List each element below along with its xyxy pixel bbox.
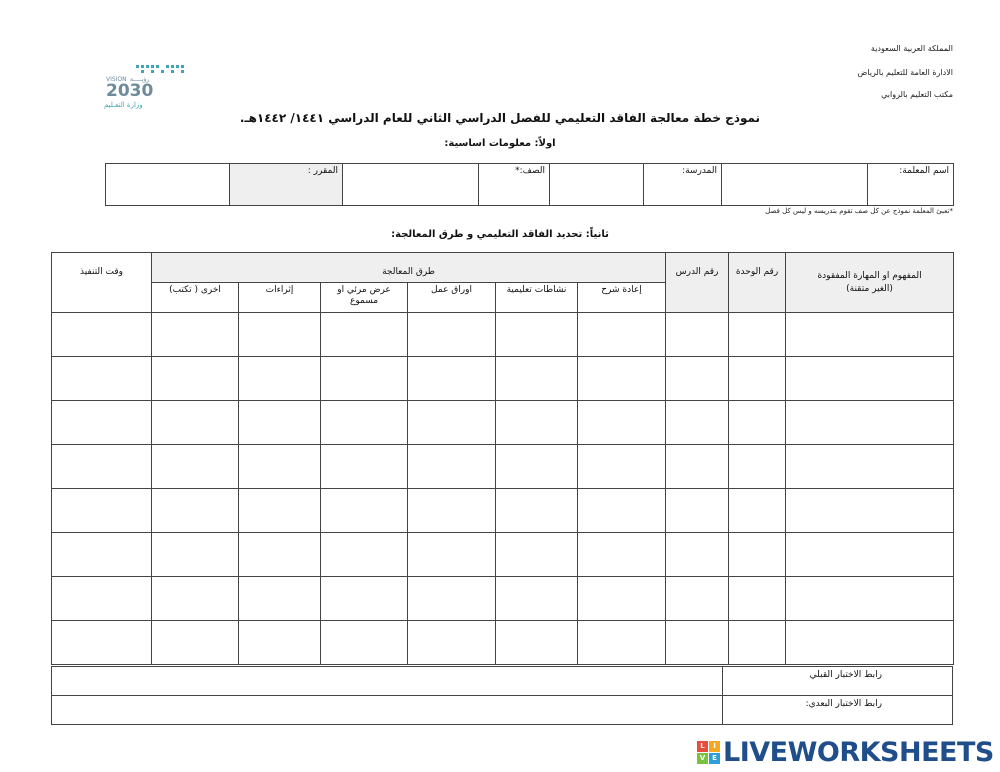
method-enrichment: إثراءات (239, 283, 321, 313)
table-cell[interactable] (786, 621, 954, 665)
table-cell[interactable] (666, 489, 729, 533)
logo-dots (136, 65, 184, 73)
table-cell[interactable] (52, 621, 152, 665)
lw-icon-letter: E (709, 753, 720, 764)
liveworksheets-icon (697, 741, 720, 764)
table-row (52, 401, 954, 445)
pre-test-link-field[interactable] (52, 667, 723, 696)
table-cell[interactable] (786, 577, 954, 621)
learning-loss-table (51, 252, 954, 665)
table-cell[interactable] (496, 357, 578, 401)
table-cell[interactable] (239, 445, 321, 489)
table-cell[interactable] (52, 533, 152, 577)
lw-icon-letter: V (697, 753, 708, 764)
table-cell[interactable] (239, 357, 321, 401)
table-cell[interactable] (408, 577, 496, 621)
table-cell[interactable] (496, 533, 578, 577)
table-cell[interactable] (786, 401, 954, 445)
method-other: اخرى ( تكتب) (152, 283, 239, 313)
table-cell[interactable] (321, 533, 408, 577)
pre-test-link-label: رابط الاختبار القبلي (723, 667, 953, 696)
table-cell[interactable] (152, 621, 239, 665)
table-cell[interactable] (408, 489, 496, 533)
table-row (52, 533, 954, 577)
logo-vision-label: VISION (106, 76, 127, 83)
table-cell[interactable] (786, 313, 954, 357)
col-lesson-header: رقم الدرس (666, 253, 729, 313)
test-links-table (51, 666, 953, 725)
grade-label: الصف:* (479, 164, 550, 206)
method-activities: نشاطات تعليمية (496, 283, 578, 313)
school-field[interactable] (550, 164, 644, 206)
header-kingdom: المملكة العربية السعودية (870, 44, 953, 53)
table-cell[interactable] (496, 313, 578, 357)
table-cell[interactable] (52, 401, 152, 445)
table-cell[interactable] (321, 577, 408, 621)
liveworksheets-logo (697, 737, 994, 767)
table-row (52, 489, 954, 533)
table-cell[interactable] (496, 621, 578, 665)
table-cell[interactable] (666, 621, 729, 665)
table-cell[interactable] (321, 445, 408, 489)
logo-vision-arabic: رؤيـــــة (130, 76, 150, 83)
course-field[interactable] (106, 164, 230, 206)
header-office: مكتب التعليم بالروابي (881, 90, 953, 99)
table-cell[interactable] (578, 313, 666, 357)
logo-year: 2030 (106, 81, 154, 101)
vision-2030-logo (100, 62, 190, 110)
table-row (52, 357, 954, 401)
col-concept-header (786, 253, 954, 313)
table-cell[interactable] (496, 445, 578, 489)
table-cell[interactable] (729, 401, 786, 445)
table-cell[interactable] (786, 489, 954, 533)
table-cell[interactable] (408, 401, 496, 445)
table-cell[interactable] (729, 445, 786, 489)
table-cell[interactable] (729, 489, 786, 533)
liveworksheets-wordmark: LIVEWORKSHEETS (723, 736, 994, 768)
table-cell[interactable] (578, 489, 666, 533)
page-title: نموذج خطة معالجة الفاقد التعليمي للفصل الدراسي الثاني للعام الدراسي ١٤٤١/ ١٤٤٢هـ. (239, 111, 761, 125)
table-cell[interactable] (578, 621, 666, 665)
col-unit-header: رقم الوحدة (729, 253, 786, 313)
table-cell[interactable] (578, 401, 666, 445)
teacher-name-field[interactable] (722, 164, 868, 206)
table-cell[interactable] (152, 313, 239, 357)
post-test-link-field[interactable] (52, 696, 723, 725)
col-methods-header: طرق المعالجة (152, 253, 666, 283)
table-cell[interactable] (666, 401, 729, 445)
table-row (52, 577, 954, 621)
table-cell[interactable] (321, 489, 408, 533)
table-cell[interactable] (729, 357, 786, 401)
method-media: عرض مرئي او مسموع (321, 283, 408, 313)
course-label: المقرر : (230, 164, 343, 206)
table-cell[interactable] (666, 533, 729, 577)
info-note: *تعبئ المعلمة نموذج عن كل صف تقوم بتدريسه و ليس كل فصل (765, 207, 953, 215)
table-cell[interactable] (408, 445, 496, 489)
col-concept-sublabel: (الغير متقنة) (846, 283, 893, 294)
table-cell[interactable] (666, 357, 729, 401)
table-row (52, 313, 954, 357)
basic-info-table (105, 163, 954, 206)
section-basic-info-title: اولاً: معلومات اساسية: (444, 138, 556, 149)
post-test-link-label: رابط الاختبار البعدي: (723, 696, 953, 725)
table-cell[interactable] (496, 577, 578, 621)
table-cell[interactable] (239, 621, 321, 665)
table-cell[interactable] (52, 445, 152, 489)
table-cell[interactable] (52, 489, 152, 533)
table-cell[interactable] (152, 445, 239, 489)
table-cell[interactable] (408, 313, 496, 357)
grade-field[interactable] (343, 164, 479, 206)
school-label: المدرسة: (644, 164, 722, 206)
table-cell[interactable] (152, 357, 239, 401)
table-cell[interactable] (52, 313, 152, 357)
table-cell[interactable] (666, 445, 729, 489)
table-header-row (52, 253, 954, 283)
table-cell[interactable] (666, 313, 729, 357)
table-cell[interactable] (321, 401, 408, 445)
table-cell[interactable] (496, 401, 578, 445)
table-cell[interactable] (729, 621, 786, 665)
table-cell[interactable] (786, 445, 954, 489)
table-cell[interactable] (578, 445, 666, 489)
table-cell[interactable] (239, 577, 321, 621)
table-cell[interactable] (786, 533, 954, 577)
table-cell[interactable] (729, 533, 786, 577)
teacher-name-label: اسم المعلمة: (868, 164, 954, 206)
table-cell[interactable] (496, 489, 578, 533)
logo-ministry: وزارة التعـليم (104, 101, 143, 109)
table-cell[interactable] (729, 313, 786, 357)
col-concept-label: المفهوم او المهارة المفقودة (817, 270, 922, 281)
table-cell[interactable] (408, 621, 496, 665)
table-row (52, 621, 954, 665)
table-cell[interactable] (408, 357, 496, 401)
table-cell[interactable] (152, 533, 239, 577)
lw-icon-letter: I (709, 741, 720, 752)
section-learning-loss-title: ثانياً: تحديد الفاقد التعليمي و طرق المعالجة: (391, 229, 609, 240)
lw-icon-letter: L (697, 741, 708, 752)
table-row (52, 445, 954, 489)
table-cell[interactable] (578, 533, 666, 577)
table-cell[interactable] (578, 357, 666, 401)
table-cell[interactable] (786, 357, 954, 401)
table-cell[interactable] (152, 401, 239, 445)
method-reexplain: إعادة شرح (578, 283, 666, 313)
table-cell[interactable] (321, 313, 408, 357)
table-cell[interactable] (52, 577, 152, 621)
table-cell[interactable] (239, 401, 321, 445)
table-cell[interactable] (666, 577, 729, 621)
table-cell[interactable] (239, 313, 321, 357)
table-cell[interactable] (321, 357, 408, 401)
table-cell[interactable] (729, 577, 786, 621)
table-cell[interactable] (239, 533, 321, 577)
table-cell[interactable] (239, 489, 321, 533)
table-cell[interactable] (408, 533, 496, 577)
table-cell[interactable] (152, 489, 239, 533)
col-time-header: وقت التنفيذ (52, 253, 152, 313)
table-cell[interactable] (152, 577, 239, 621)
table-cell[interactable] (578, 577, 666, 621)
header-directorate: الادارة العامة للتعليم بالرياض (857, 68, 953, 77)
table-cell[interactable] (321, 621, 408, 665)
method-worksheets: اوراق عمل (408, 283, 496, 313)
table-cell[interactable] (52, 357, 152, 401)
